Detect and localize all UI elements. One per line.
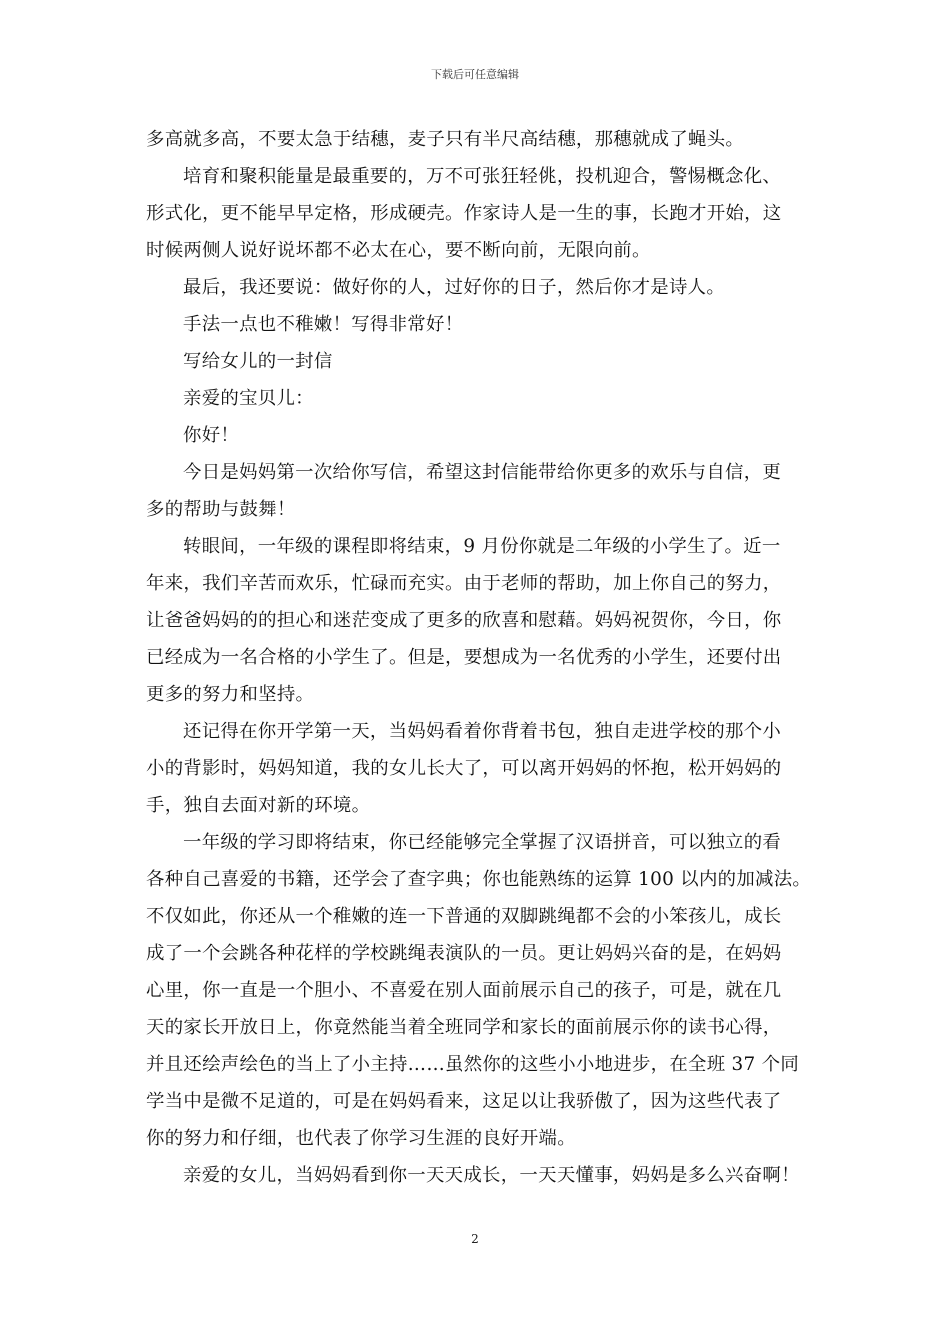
text-line: 亲爱的女儿，当妈妈看到你一天天成长，一天天懂事，妈妈是多么兴奋啊！: [183, 1165, 800, 1186]
page-number: 2: [471, 1232, 479, 1246]
text-line: 写给女儿的一封信: [183, 351, 333, 372]
page-header: 下载后可任意编辑: [431, 68, 519, 81]
text-line: 并且还绘声绘色的当上了小主持……虽然你的这些小小地进步，在全班 37 个同: [146, 1054, 800, 1075]
text-line: 还记得在你开学第一天，当妈妈看着你背着书包，独自走进学校的那个小: [183, 721, 782, 742]
text-line: 多的帮助与鼓舞！: [146, 499, 296, 520]
text-line: 年来，我们辛苦而欢乐，忙碌而充实。由于老师的帮助，加上你自己的努力，: [146, 573, 782, 594]
text-line: 最后，我还要说：做好你的人，过好你的日子，然后你才是诗人。: [183, 277, 726, 298]
text-line: 各种自己喜爱的书籍，还学会了查字典；你也能熟练的运算 100 以内的加减法。: [146, 869, 812, 890]
text-line: 成了一个会跳各种花样的学校跳绳表演队的一员。更让妈妈兴奋的是，在妈妈: [146, 943, 782, 964]
text-line: 今日是妈妈第一次给你写信，希望这封信能带给你更多的欢乐与自信，更: [183, 462, 782, 483]
text-line: 时候两侧人说好说坏都不必太在心，要不断向前，无限向前。: [146, 240, 651, 261]
text-line: 小的背影时，妈妈知道，我的女儿长大了，可以离开妈妈的怀抱，松开妈妈的: [146, 758, 782, 779]
text-line: 不仅如此，你还从一个稚嫩的连一下普通的双脚跳绳都不会的小笨孩儿，成长: [146, 906, 782, 927]
text-line: 手，独自去面对新的环境。: [146, 795, 371, 816]
text-line: 心里，你一直是一个胆小、不喜爱在别人面前展示自己的孩子，可是，就在几: [146, 980, 782, 1001]
text-line: 手法一点也不稚嫩！写得非常好！: [183, 314, 464, 335]
text-line: 学当中是微不足道的，可是在妈妈看来，这足以让我骄傲了，因为这些代表了: [146, 1091, 782, 1112]
text-line: 你的努力和仔细，也代表了你学习生涯的良好开端。: [146, 1128, 576, 1149]
text-line: 让爸爸妈妈的的担心和迷茫变成了更多的欣喜和慰藉。妈妈祝贺你，今日，你: [146, 610, 782, 631]
text-line: 形式化，更不能早早定格，形成硬壳。作家诗人是一生的事，长跑才开始，这: [146, 203, 782, 224]
text-line: 转眼间，一年级的课程即将结束，9 月份你就是二年级的小学生了。近一: [183, 536, 781, 557]
text-line: 已经成为一名合格的小学生了。但是，要想成为一名优秀的小学生，还要付出: [146, 647, 782, 668]
text-line: 你好！: [183, 425, 240, 446]
text-line: 培育和聚积能量是最重要的，万不可张狂轻佻，投机迎合，警惕概念化、: [183, 166, 782, 187]
text-line: 多高就多高，不要太急于结穗，麦子只有半尺高结穗，那穗就成了蝇头。: [146, 129, 745, 150]
text-line: 一年级的学习即将结束，你已经能够完全掌握了汉语拼音，可以独立的看: [183, 832, 782, 853]
text-line: 天的家长开放日上，你竟然能当着全班同学和家长的面前展示你的读书心得，: [146, 1017, 782, 1038]
text-line: 更多的努力和坚持。: [146, 684, 315, 705]
document-body: [146, 121, 818, 1194]
text-line: 亲爱的宝贝儿：: [183, 388, 314, 409]
